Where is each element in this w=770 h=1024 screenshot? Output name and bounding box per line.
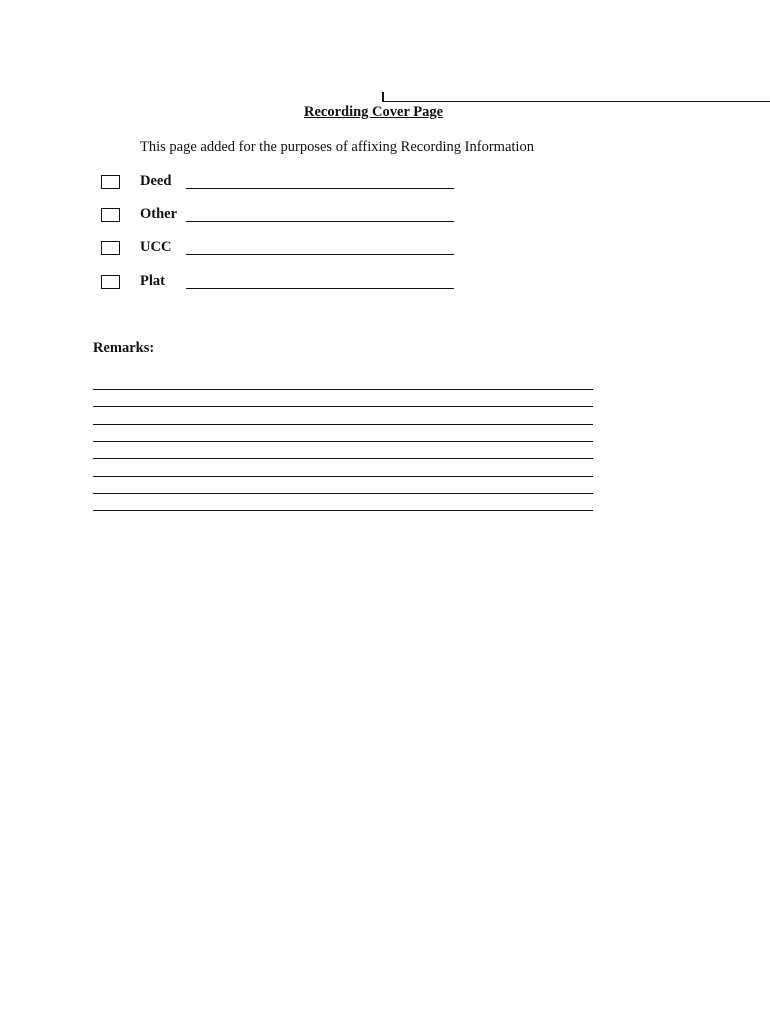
option-row-deed [0, 173, 770, 195]
option-row-ucc [0, 239, 770, 261]
remark-line[interactable] [93, 441, 593, 442]
ucc-label: UCC [140, 239, 172, 255]
recording-area-rule [382, 92, 770, 102]
option-row-plat [0, 273, 770, 295]
remarks-label: Remarks: [93, 340, 155, 356]
remark-line[interactable] [93, 406, 593, 407]
intro-text: This page added for the purposes of affixing Recording Information [140, 139, 534, 155]
ucc-checkbox[interactable] [101, 241, 120, 255]
plat-entry-line[interactable] [186, 288, 454, 289]
other-checkbox[interactable] [101, 208, 120, 222]
plat-checkbox[interactable] [101, 275, 120, 289]
other-label: Other [140, 206, 178, 222]
remark-line[interactable] [93, 424, 593, 425]
deed-entry-line[interactable] [186, 188, 454, 189]
page-title: Recording Cover Page [304, 104, 444, 120]
plat-label: Plat [140, 273, 165, 289]
ucc-entry-line[interactable] [186, 254, 454, 255]
remark-line[interactable] [93, 476, 593, 477]
option-row-other [0, 206, 770, 228]
remark-line[interactable] [93, 493, 593, 494]
remark-line[interactable] [93, 389, 593, 390]
remark-line[interactable] [93, 458, 593, 459]
other-entry-line[interactable] [186, 221, 454, 222]
deed-checkbox[interactable] [101, 175, 120, 189]
remark-line[interactable] [93, 510, 593, 511]
deed-label: Deed [140, 173, 172, 189]
